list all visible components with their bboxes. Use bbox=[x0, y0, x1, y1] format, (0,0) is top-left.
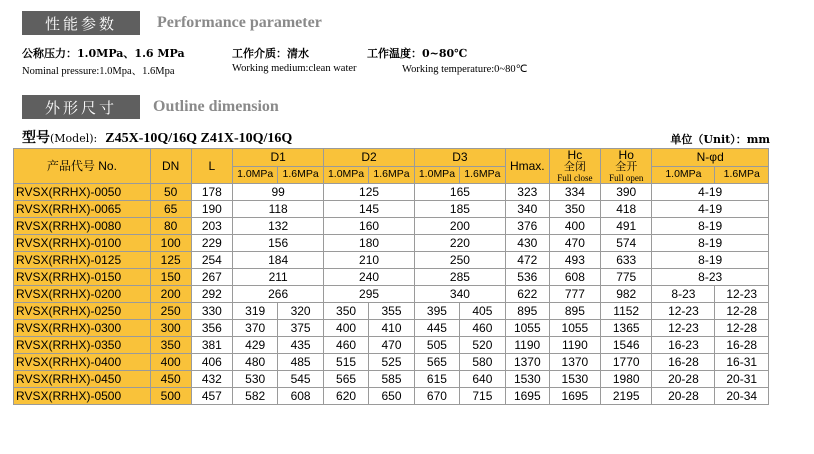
cell-d2: 180 bbox=[324, 235, 415, 252]
cell-dn: 100 bbox=[150, 235, 191, 252]
cell-l: 432 bbox=[191, 371, 233, 388]
table-row bbox=[14, 286, 769, 303]
cell-d3: 285 bbox=[414, 269, 505, 286]
cell-nd-p1: 16-23 bbox=[652, 337, 715, 354]
cell-ho: 418 bbox=[601, 201, 652, 218]
cell-dn: 250 bbox=[150, 303, 191, 320]
cell-l: 190 bbox=[191, 201, 233, 218]
table-row bbox=[14, 252, 769, 269]
col-ho-label: Ho bbox=[618, 148, 634, 162]
cell-d3: 250 bbox=[414, 252, 505, 269]
cell-d3: 165 bbox=[414, 184, 505, 201]
cell-hc: 895 bbox=[549, 303, 600, 320]
cell-dn: 400 bbox=[150, 354, 191, 371]
cell-model: RVSX(RRHX)-0400 bbox=[14, 354, 151, 371]
cell-nd-p2: 12-23 bbox=[715, 286, 769, 303]
cell-hmax: 1530 bbox=[505, 371, 549, 388]
cell-l: 330 bbox=[191, 303, 233, 320]
cell-d2-p2: 410 bbox=[369, 320, 415, 337]
cell-nd: 8-19 bbox=[652, 252, 769, 269]
cell-hc: 1055 bbox=[549, 320, 600, 337]
cell-d2: 145 bbox=[324, 201, 415, 218]
col-dn: DN bbox=[150, 149, 191, 184]
cell-ho: 775 bbox=[601, 269, 652, 286]
performance-tag bbox=[22, 11, 140, 35]
cell-d1-p2: 485 bbox=[278, 354, 324, 371]
temp-cn-label: 工作温度： bbox=[367, 47, 422, 60]
col-ho-cn: 全开 bbox=[615, 160, 638, 173]
table-row bbox=[14, 371, 769, 388]
cell-dn: 65 bbox=[150, 201, 191, 218]
cell-d1: 266 bbox=[233, 286, 324, 303]
dimension-table bbox=[13, 148, 769, 405]
cell-d3: 340 bbox=[414, 286, 505, 303]
cell-hmax: 1055 bbox=[505, 320, 549, 337]
cell-d1: 99 bbox=[233, 184, 324, 201]
cell-d1: 132 bbox=[233, 218, 324, 235]
cell-nd: 4-19 bbox=[652, 201, 769, 218]
col-hc-en: Full close bbox=[557, 173, 593, 183]
cell-model: RVSX(RRHX)-0200 bbox=[14, 286, 151, 303]
cell-dn: 200 bbox=[150, 286, 191, 303]
nd-p1: 1.0MPa bbox=[652, 166, 715, 184]
d3-p2: 1.6MPa bbox=[459, 166, 505, 184]
cell-d2-p1: 350 bbox=[324, 303, 369, 320]
cell-nd-p1: 20-28 bbox=[652, 371, 715, 388]
cell-d2-p1: 460 bbox=[324, 337, 369, 354]
cell-d3-p1: 615 bbox=[414, 371, 459, 388]
cell-d1-p1: 370 bbox=[233, 320, 278, 337]
col-l: L bbox=[191, 149, 233, 184]
cell-d3-p2: 405 bbox=[459, 303, 505, 320]
cell-l: 178 bbox=[191, 184, 233, 201]
cell-d3: 185 bbox=[414, 201, 505, 218]
cell-hc: 350 bbox=[549, 201, 600, 218]
cell-hmax: 1370 bbox=[505, 354, 549, 371]
cell-nd-p2: 12-28 bbox=[715, 320, 769, 337]
d1-p2: 1.6MPa bbox=[278, 166, 324, 184]
cell-d3: 220 bbox=[414, 235, 505, 252]
cell-nd-p1: 12-23 bbox=[652, 320, 715, 337]
temp-en: Working temperature:0~80℃ bbox=[402, 64, 528, 75]
cell-model: RVSX(RRHX)-0350 bbox=[14, 337, 151, 354]
cell-model: RVSX(RRHX)-0065 bbox=[14, 201, 151, 218]
col-d3: D3 bbox=[414, 149, 505, 167]
pressure-cn bbox=[22, 45, 185, 61]
cell-ho: 2195 bbox=[601, 388, 652, 405]
table-row bbox=[14, 235, 769, 252]
nd-p2: 1.6MPa bbox=[715, 166, 769, 184]
cell-nd: 8-23 bbox=[652, 269, 769, 286]
table-row bbox=[14, 337, 769, 354]
outline-tag bbox=[22, 95, 140, 119]
col-ho-en: Full open bbox=[609, 173, 644, 183]
cell-hmax: 895 bbox=[505, 303, 549, 320]
header-row-top bbox=[14, 149, 769, 167]
cell-hc: 493 bbox=[549, 252, 600, 269]
cell-model: RVSX(RRHX)-0150 bbox=[14, 269, 151, 286]
model-line bbox=[22, 127, 292, 147]
col-hc-label: Hc bbox=[567, 148, 583, 162]
cell-d2: 295 bbox=[324, 286, 415, 303]
cell-dn: 50 bbox=[150, 184, 191, 201]
cell-nd-p1: 20-28 bbox=[652, 388, 715, 405]
cell-l: 406 bbox=[191, 354, 233, 371]
temp-cn bbox=[367, 45, 467, 61]
cell-model: RVSX(RRHX)-0500 bbox=[14, 388, 151, 405]
table-row bbox=[14, 320, 769, 337]
cell-dn: 125 bbox=[150, 252, 191, 269]
cell-l: 203 bbox=[191, 218, 233, 235]
cell-hmax: 622 bbox=[505, 286, 549, 303]
cell-hmax: 430 bbox=[505, 235, 549, 252]
cell-hmax: 376 bbox=[505, 218, 549, 235]
cell-d2-p1: 565 bbox=[324, 371, 369, 388]
pressure-en: Nominal pressure:1.0Mpa、1.6Mpa bbox=[22, 66, 175, 77]
col-hc bbox=[549, 149, 600, 184]
cell-nd-p2: 20-34 bbox=[715, 388, 769, 405]
cell-model: RVSX(RRHX)-0300 bbox=[14, 320, 151, 337]
cell-d3-p2: 460 bbox=[459, 320, 505, 337]
outline-heading: Outline dimension bbox=[153, 98, 279, 115]
cell-d3-p1: 395 bbox=[414, 303, 459, 320]
cell-model: RVSX(RRHX)-0100 bbox=[14, 235, 151, 252]
cell-d2-p2: 525 bbox=[369, 354, 415, 371]
cell-hc: 777 bbox=[549, 286, 600, 303]
cell-model: RVSX(RRHX)-0050 bbox=[14, 184, 151, 201]
unit-label: 单位（Unit）：mm bbox=[670, 133, 770, 146]
table-row bbox=[14, 354, 769, 371]
cell-hc: 1190 bbox=[549, 337, 600, 354]
temp-cn-value: 0~80℃ bbox=[422, 47, 468, 60]
cell-ho: 982 bbox=[601, 286, 652, 303]
cell-l: 292 bbox=[191, 286, 233, 303]
cell-d3-p2: 640 bbox=[459, 371, 505, 388]
cell-ho: 633 bbox=[601, 252, 652, 269]
cell-nd-p2: 16-28 bbox=[715, 337, 769, 354]
cell-d3-p2: 580 bbox=[459, 354, 505, 371]
cell-d1-p2: 375 bbox=[278, 320, 324, 337]
cell-ho: 1980 bbox=[601, 371, 652, 388]
medium-cn-label: 工作介质： bbox=[232, 47, 287, 60]
cell-hc: 470 bbox=[549, 235, 600, 252]
cell-l: 356 bbox=[191, 320, 233, 337]
cell-dn: 350 bbox=[150, 337, 191, 354]
cell-hmax: 323 bbox=[505, 184, 549, 201]
cell-l: 267 bbox=[191, 269, 233, 286]
medium-cn bbox=[232, 45, 309, 61]
cell-dn: 150 bbox=[150, 269, 191, 286]
cell-nd: 8-19 bbox=[652, 235, 769, 252]
cell-d2: 240 bbox=[324, 269, 415, 286]
cell-model: RVSX(RRHX)-0250 bbox=[14, 303, 151, 320]
pressure-cn-value: 1.0MPa、1.6 MPa bbox=[77, 47, 185, 60]
table-body bbox=[14, 184, 769, 405]
cell-model: RVSX(RRHX)-0125 bbox=[14, 252, 151, 269]
cell-nd: 8-19 bbox=[652, 218, 769, 235]
model-value: Z45X-10Q/16Q Z41X-10Q/16Q bbox=[105, 131, 293, 146]
col-hmax: Hmax. bbox=[505, 149, 549, 184]
cell-d1: 184 bbox=[233, 252, 324, 269]
cell-d2-p2: 355 bbox=[369, 303, 415, 320]
cell-d1-p2: 435 bbox=[278, 337, 324, 354]
table-row bbox=[14, 388, 769, 405]
cell-d3-p1: 505 bbox=[414, 337, 459, 354]
cell-nd-p2: 20-31 bbox=[715, 371, 769, 388]
cell-d3-p2: 520 bbox=[459, 337, 505, 354]
table-row bbox=[14, 269, 769, 286]
col-hc-cn: 全闭 bbox=[563, 160, 586, 173]
cell-nd-p1: 12-23 bbox=[652, 303, 715, 320]
cell-d2-p1: 400 bbox=[324, 320, 369, 337]
medium-cn-value: 清水 bbox=[287, 47, 309, 60]
cell-l: 457 bbox=[191, 388, 233, 405]
pressure-cn-label: 公称压力： bbox=[22, 47, 77, 60]
cell-d2: 160 bbox=[324, 218, 415, 235]
cell-hc: 1370 bbox=[549, 354, 600, 371]
cell-ho: 1152 bbox=[601, 303, 652, 320]
cell-d2-p2: 470 bbox=[369, 337, 415, 354]
cell-hmax: 472 bbox=[505, 252, 549, 269]
cell-hc: 608 bbox=[549, 269, 600, 286]
cell-d2-p1: 620 bbox=[324, 388, 369, 405]
cell-d1-p1: 429 bbox=[233, 337, 278, 354]
cell-hc: 1530 bbox=[549, 371, 600, 388]
cell-nd-p2: 16-31 bbox=[715, 354, 769, 371]
cell-hc: 400 bbox=[549, 218, 600, 235]
cell-nd-p1: 8-23 bbox=[652, 286, 715, 303]
cell-ho: 491 bbox=[601, 218, 652, 235]
d2-p2: 1.6MPa bbox=[369, 166, 415, 184]
cell-model: RVSX(RRHX)-0450 bbox=[14, 371, 151, 388]
cell-hmax: 536 bbox=[505, 269, 549, 286]
cell-l: 254 bbox=[191, 252, 233, 269]
cell-d2: 125 bbox=[324, 184, 415, 201]
cell-d1: 156 bbox=[233, 235, 324, 252]
performance-heading: Performance parameter bbox=[157, 14, 322, 31]
cell-d3-p2: 715 bbox=[459, 388, 505, 405]
cell-dn: 450 bbox=[150, 371, 191, 388]
cell-ho: 1770 bbox=[601, 354, 652, 371]
table-row bbox=[14, 201, 769, 218]
cell-model: RVSX(RRHX)-0080 bbox=[14, 218, 151, 235]
cell-d1-p2: 545 bbox=[278, 371, 324, 388]
cell-d3: 200 bbox=[414, 218, 505, 235]
cell-hmax: 340 bbox=[505, 201, 549, 218]
outline-tag-label: 外形尺寸 bbox=[44, 98, 117, 117]
cell-d1-p1: 530 bbox=[233, 371, 278, 388]
d1-p1: 1.0MPa bbox=[233, 166, 278, 184]
cell-d1-p1: 582 bbox=[233, 388, 278, 405]
cell-d1: 211 bbox=[233, 269, 324, 286]
cell-dn: 300 bbox=[150, 320, 191, 337]
col-ho bbox=[601, 149, 652, 184]
cell-ho: 390 bbox=[601, 184, 652, 201]
cell-ho: 1546 bbox=[601, 337, 652, 354]
cell-d1-p2: 320 bbox=[278, 303, 324, 320]
cell-nd-p2: 12-28 bbox=[715, 303, 769, 320]
model-label: 型号 bbox=[22, 130, 50, 146]
cell-l: 229 bbox=[191, 235, 233, 252]
table-row bbox=[14, 303, 769, 320]
cell-hmax: 1190 bbox=[505, 337, 549, 354]
table-row bbox=[14, 218, 769, 235]
cell-d2: 210 bbox=[324, 252, 415, 269]
cell-d3-p1: 565 bbox=[414, 354, 459, 371]
cell-d1-p1: 319 bbox=[233, 303, 278, 320]
cell-nd-p1: 16-28 bbox=[652, 354, 715, 371]
cell-d3-p1: 670 bbox=[414, 388, 459, 405]
cell-d2-p2: 585 bbox=[369, 371, 415, 388]
cell-hc: 1695 bbox=[549, 388, 600, 405]
cell-ho: 1365 bbox=[601, 320, 652, 337]
cell-ho: 574 bbox=[601, 235, 652, 252]
cell-dn: 500 bbox=[150, 388, 191, 405]
col-d2: D2 bbox=[324, 149, 415, 167]
cell-l: 381 bbox=[191, 337, 233, 354]
col-d1: D1 bbox=[233, 149, 324, 167]
cell-hc: 334 bbox=[549, 184, 600, 201]
table-row bbox=[14, 184, 769, 201]
medium-en: Working medium:clean water bbox=[232, 63, 357, 74]
col-nd: N-φd bbox=[652, 149, 769, 167]
cell-dn: 80 bbox=[150, 218, 191, 235]
cell-d1-p2: 608 bbox=[278, 388, 324, 405]
cell-d1-p1: 480 bbox=[233, 354, 278, 371]
cell-d2-p2: 650 bbox=[369, 388, 415, 405]
d2-p1: 1.0MPa bbox=[324, 166, 369, 184]
col-model: 产品代号 No. bbox=[14, 149, 151, 184]
cell-d1: 118 bbox=[233, 201, 324, 218]
cell-d3-p1: 445 bbox=[414, 320, 459, 337]
cell-hmax: 1695 bbox=[505, 388, 549, 405]
cell-nd: 4-19 bbox=[652, 184, 769, 201]
performance-tag-label: 性能参数 bbox=[44, 14, 117, 33]
d3-p1: 1.0MPa bbox=[414, 166, 459, 184]
cell-d2-p1: 515 bbox=[324, 354, 369, 371]
model-sub-label: (Model): bbox=[50, 132, 98, 145]
